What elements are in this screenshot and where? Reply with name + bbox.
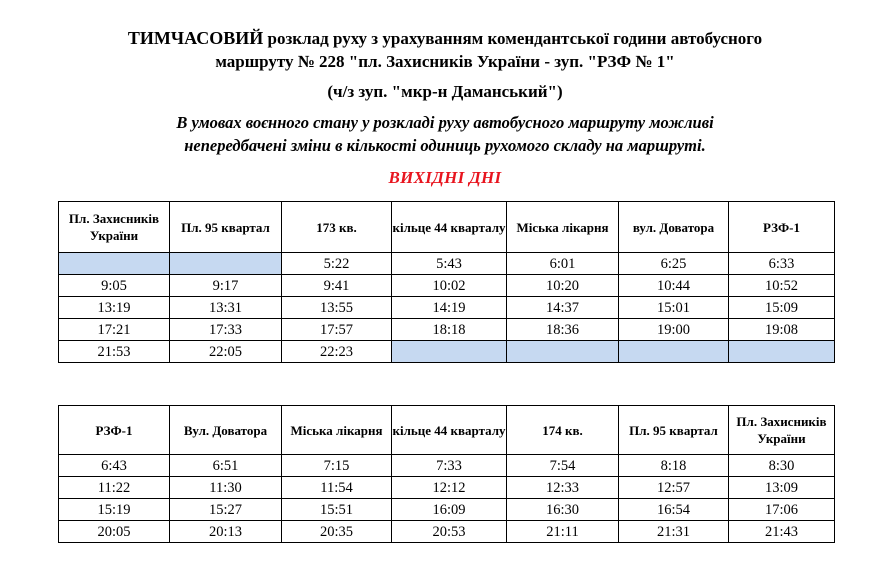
time-cell: 15:01 bbox=[619, 297, 729, 319]
time-cell: 15:51 bbox=[282, 499, 392, 521]
time-cell: 13:31 bbox=[170, 297, 282, 319]
time-cell: 19:00 bbox=[619, 319, 729, 341]
time-cell: 16:30 bbox=[507, 499, 619, 521]
time-cell: 20:53 bbox=[392, 521, 507, 543]
time-cell: 12:57 bbox=[619, 477, 729, 499]
time-cell: 5:43 bbox=[392, 253, 507, 275]
header-cell: РЗФ-1 bbox=[59, 406, 170, 455]
time-cell: 10:44 bbox=[619, 275, 729, 297]
time-cell: 14:37 bbox=[507, 297, 619, 319]
time-cell: 7:54 bbox=[507, 455, 619, 477]
table-row bbox=[59, 521, 835, 543]
time-cell: 12:33 bbox=[507, 477, 619, 499]
time-cell: 17:21 bbox=[59, 319, 170, 341]
table-row bbox=[59, 477, 835, 499]
time-cell: 15:27 bbox=[170, 499, 282, 521]
header-cell: Пл. Захисників України bbox=[59, 202, 170, 253]
schedule-table-return bbox=[58, 405, 835, 543]
time-cell: 17:06 bbox=[729, 499, 835, 521]
time-cell: 15:09 bbox=[729, 297, 835, 319]
time-cell: 22:05 bbox=[170, 341, 282, 363]
time-cell: 21:53 bbox=[59, 341, 170, 363]
header-cell: Вул. Доватора bbox=[170, 406, 282, 455]
empty-time-cell bbox=[729, 341, 835, 363]
empty-time-cell bbox=[619, 341, 729, 363]
header-cell: Пл. Захисників України bbox=[729, 406, 835, 455]
time-cell: 19:08 bbox=[729, 319, 835, 341]
time-cell: 6:33 bbox=[729, 253, 835, 275]
time-cell: 12:12 bbox=[392, 477, 507, 499]
header-cell: 173 кв. bbox=[282, 202, 392, 253]
time-cell: 8:30 bbox=[729, 455, 835, 477]
time-cell: 16:54 bbox=[619, 499, 729, 521]
table-row bbox=[59, 253, 835, 275]
time-cell: 8:18 bbox=[619, 455, 729, 477]
time-cell: 20:05 bbox=[59, 521, 170, 543]
title-line-1-rest: розклад руху з урахуванням комендантської години автобусного bbox=[263, 29, 763, 48]
table-row bbox=[59, 341, 835, 363]
time-cell: 13:09 bbox=[729, 477, 835, 499]
time-cell: 9:41 bbox=[282, 275, 392, 297]
time-cell: 21:43 bbox=[729, 521, 835, 543]
empty-time-cell bbox=[59, 253, 170, 275]
time-cell: 10:02 bbox=[392, 275, 507, 297]
time-cell: 11:22 bbox=[59, 477, 170, 499]
empty-time-cell bbox=[507, 341, 619, 363]
header-cell: 174 кв. bbox=[507, 406, 619, 455]
time-cell: 11:30 bbox=[170, 477, 282, 499]
title-line-3: (ч/з зуп. "мкр-н Даманський") bbox=[327, 82, 563, 101]
empty-time-cell bbox=[170, 253, 282, 275]
empty-time-cell bbox=[392, 341, 507, 363]
time-cell: 15:19 bbox=[59, 499, 170, 521]
time-cell: 6:01 bbox=[507, 253, 619, 275]
time-cell: 17:57 bbox=[282, 319, 392, 341]
time-cell: 16:09 bbox=[392, 499, 507, 521]
time-cell: 13:19 bbox=[59, 297, 170, 319]
table-row bbox=[59, 275, 835, 297]
time-cell: 17:33 bbox=[170, 319, 282, 341]
header-cell: Пл. 95 квартал bbox=[619, 406, 729, 455]
time-cell: 11:54 bbox=[282, 477, 392, 499]
time-cell: 21:11 bbox=[507, 521, 619, 543]
time-cell: 21:31 bbox=[619, 521, 729, 543]
header-cell: кільце 44 кварталу bbox=[392, 202, 507, 253]
time-cell: 10:52 bbox=[729, 275, 835, 297]
notice-line-1: В умовах воєнного стану у розкладі руху автобусного маршруту можливі bbox=[176, 113, 714, 132]
table-row bbox=[59, 455, 835, 477]
time-cell: 9:17 bbox=[170, 275, 282, 297]
header-cell: кільце 44 кварталу bbox=[392, 406, 507, 455]
time-cell: 18:36 bbox=[507, 319, 619, 341]
time-cell: 7:33 bbox=[392, 455, 507, 477]
time-cell: 13:55 bbox=[282, 297, 392, 319]
time-cell: 6:43 bbox=[59, 455, 170, 477]
table-row bbox=[59, 499, 835, 521]
title-temporary-word: ТИМЧАСОВИЙ bbox=[127, 28, 264, 48]
time-cell: 14:19 bbox=[392, 297, 507, 319]
header-cell: РЗФ-1 bbox=[729, 202, 835, 253]
title-line-2: маршруту № 228 "пл. Захисників України - зуп. "РЗФ № 1" bbox=[215, 52, 675, 71]
time-cell: 9:05 bbox=[59, 275, 170, 297]
header-cell: вул. Доватора bbox=[619, 202, 729, 253]
time-cell: 6:51 bbox=[170, 455, 282, 477]
header-cell: Міська лікарня bbox=[282, 406, 392, 455]
title-line-1 bbox=[0, 27, 890, 50]
header-cell: Пл. 95 квартал bbox=[170, 202, 282, 253]
schedule-table-outbound bbox=[58, 201, 835, 363]
time-cell: 22:23 bbox=[282, 341, 392, 363]
time-cell: 6:25 bbox=[619, 253, 729, 275]
weekend-days-label: ВИХІДНІ ДНІ bbox=[388, 168, 502, 187]
table-row bbox=[59, 319, 835, 341]
notice-line-2: непередбачені зміни в кількості одиниць рухомого складу на маршруті. bbox=[184, 136, 706, 155]
header-cell: Міська лікарня bbox=[507, 202, 619, 253]
time-cell: 20:13 bbox=[170, 521, 282, 543]
time-cell: 18:18 bbox=[392, 319, 507, 341]
time-cell: 20:35 bbox=[282, 521, 392, 543]
time-cell: 7:15 bbox=[282, 455, 392, 477]
table-row bbox=[59, 297, 835, 319]
header-row bbox=[59, 202, 835, 253]
header-row bbox=[59, 406, 835, 455]
time-cell: 5:22 bbox=[282, 253, 392, 275]
time-cell: 10:20 bbox=[507, 275, 619, 297]
